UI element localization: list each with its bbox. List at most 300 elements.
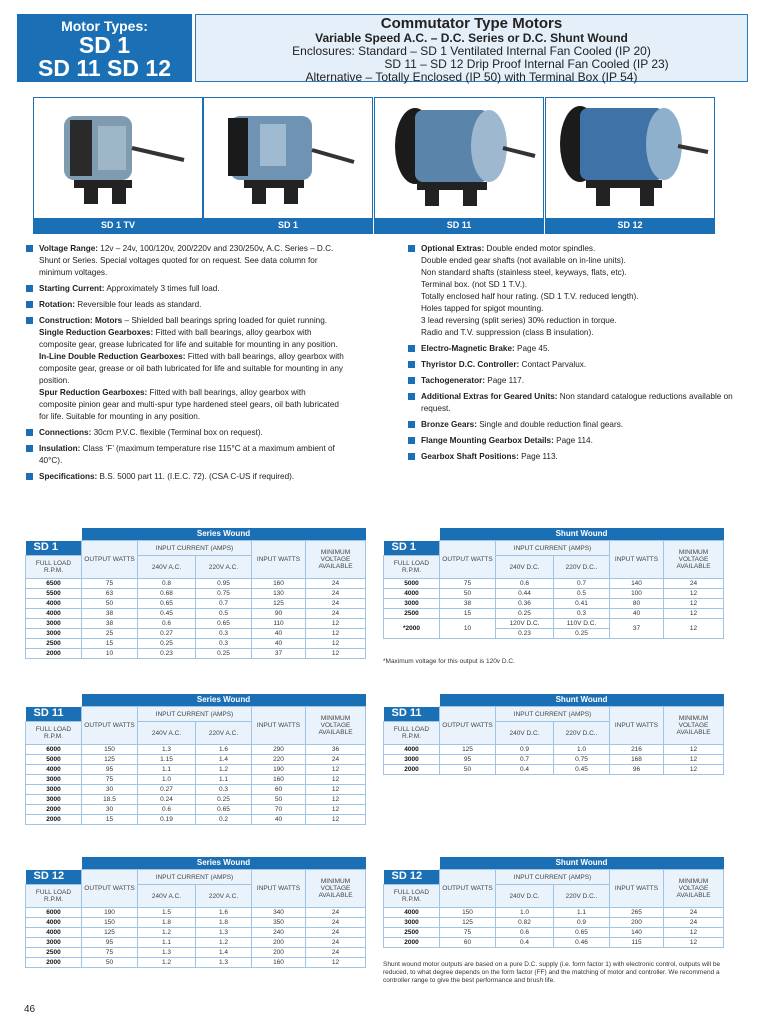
sd11-series-table <box>25 694 366 825</box>
rpm-cell: 6000 <box>26 745 82 755</box>
value-cell: 115 <box>610 938 664 948</box>
min-voltage-header: MINIMUM VOLTAGE AVAILABLE <box>306 707 366 745</box>
value-cell: 1.4 <box>196 948 252 958</box>
value-cell: 37 <box>610 619 664 639</box>
motor-image <box>34 98 202 218</box>
table-row <box>26 805 366 815</box>
value-cell: 1.2 <box>196 765 252 775</box>
value-cell: 60 <box>252 785 306 795</box>
value-cell: 125 <box>252 599 306 609</box>
value-cell: 24 <box>306 948 366 958</box>
rpm-cell: 3000 <box>26 785 82 795</box>
inline-reduction-text: In-Line Double Reduction Gearboxes: Fitted with ball bearings, alloy gearbox with composite gear, grease or oil bath lubricated for life and suitable for mounting in any position. <box>39 352 344 385</box>
rpm-cell: 2500 <box>26 948 82 958</box>
value-cell: 168 <box>610 755 664 765</box>
value-cell: 0.75 <box>554 755 610 765</box>
value-cell: 1.15 <box>138 755 196 765</box>
voltage-240-header: 240V A.C. <box>138 556 196 579</box>
photo-sd1 <box>203 97 373 234</box>
optional-line: Totally enclosed half hour rating. (SD 1 T.V. reduced length). <box>421 292 639 301</box>
value-cell: 0.4 <box>496 765 554 775</box>
value-cell: 0.46 <box>554 938 610 948</box>
model-label: SD 12 <box>26 870 82 885</box>
title-box <box>195 14 748 82</box>
input-current-header: INPUT CURRENT (AMPS) <box>138 870 252 885</box>
value-cell: 12 <box>306 795 366 805</box>
value-cell: 1.0 <box>554 745 610 755</box>
model-label: SD 12 <box>384 870 440 885</box>
table-row <box>26 755 366 765</box>
bullet-flange-mounting: Flange Mounting Gearbox Details: Page 114. <box>408 435 738 447</box>
value-cell: 12 <box>306 815 366 825</box>
value-cell: 1.3 <box>138 948 196 958</box>
value-cell: 0.45 <box>138 609 196 619</box>
left-bullet-list <box>26 243 344 487</box>
output-watts-header: OUTPUT WATTS <box>82 541 138 579</box>
value-cell: 1.0 <box>496 908 554 918</box>
value-cell: 0.65 <box>554 928 610 938</box>
table-row <box>384 755 724 765</box>
value-cell: 24 <box>306 938 366 948</box>
value-cell: 0.75 <box>196 589 252 599</box>
optional-line: Double ended gear shafts (not available on in-line units). <box>421 256 626 265</box>
value-cell: 12 <box>664 765 724 775</box>
value-cell: 75 <box>82 579 138 589</box>
sd1-series-table <box>25 528 366 659</box>
rpm-cell: 4000 <box>384 745 440 755</box>
value-cell: 0.5 <box>554 589 610 599</box>
rpm-cell: 5000 <box>26 755 82 765</box>
table-row <box>26 795 366 805</box>
bullet-square-icon <box>26 245 33 252</box>
value-cell: 1.2 <box>138 958 196 968</box>
wound-type-header: Shunt Wound <box>440 528 724 541</box>
bullet-square-icon <box>26 429 33 436</box>
value-cell: 38 <box>440 599 496 609</box>
voltage-220-header: 220V A.C. <box>196 556 252 579</box>
value-cell: 0.9 <box>554 918 610 928</box>
value-cell: 110 <box>252 619 306 629</box>
table-row <box>26 589 366 599</box>
table-row <box>384 765 724 775</box>
output-watts-header: OUTPUT WATTS <box>82 870 138 908</box>
rpm-cell: 3000 <box>26 629 82 639</box>
photo-sd1tv <box>33 97 203 234</box>
wound-type-header: Series Wound <box>82 694 366 707</box>
value-cell: 0.27 <box>138 629 196 639</box>
value-cell: 1.1 <box>138 765 196 775</box>
model-sd1-heading: SD 1 <box>78 32 131 58</box>
table-row <box>26 785 366 795</box>
value-cell: 1.5 <box>138 908 196 918</box>
voltage-220-header: 220V A.C. <box>196 722 252 745</box>
bullet-connections: Connections: 30cm P.V.C. flexible (Terminal box on request). <box>26 427 344 439</box>
enclosure-line-1: Enclosures: Standard – SD 1 Ventilated Internal Fan Cooled (IP 20) <box>292 44 651 58</box>
value-cell: 1.2 <box>138 928 196 938</box>
optional-line: Radio and T.V. suppression (class B insulation). <box>421 328 594 337</box>
input-current-header: INPUT CURRENT (AMPS) <box>138 707 252 722</box>
value-cell: 1.3 <box>138 745 196 755</box>
value-cell: 1.1 <box>554 908 610 918</box>
rpm-cell: 2000 <box>26 805 82 815</box>
bullet-insulation: Insulation: Class ‘F’ (maximum temperature rise 115°C at a maximum ambient of 40°C). <box>26 443 344 467</box>
value-cell: 190 <box>82 908 138 918</box>
rpm-cell: 2500 <box>384 928 440 938</box>
model-label: SD 1 <box>384 541 440 556</box>
bullet-additional-extras: Additional Extras for Geared Units: Non standard catalogue reductions available on request. <box>408 391 738 415</box>
value-cell: 24 <box>306 609 366 619</box>
value-cell: 0.65 <box>196 619 252 629</box>
value-cell: 0.24 <box>138 795 196 805</box>
value-cell: 0.3 <box>554 609 610 619</box>
value-cell: 240 <box>252 928 306 938</box>
value-cell: 12 <box>664 609 724 619</box>
value-cell: 95 <box>82 765 138 775</box>
value-cell: 12 <box>664 745 724 755</box>
value-cell: 0.6 <box>496 579 554 589</box>
value-cell: 160 <box>252 958 306 968</box>
input-watts-header: INPUT WATTS <box>252 541 306 579</box>
wound-type-header: Shunt Wound <box>440 694 724 707</box>
voltage-240-header: 240V D.C. <box>496 722 554 745</box>
table-row <box>26 745 366 755</box>
rpm-cell: 4000 <box>384 908 440 918</box>
table-row <box>26 599 366 609</box>
value-cell: 24 <box>306 599 366 609</box>
value-cell: 12 <box>306 765 366 775</box>
bullet-square-icon <box>26 317 33 324</box>
value-cell: 0.6 <box>496 928 554 938</box>
value-cell: 50 <box>440 765 496 775</box>
value-cell: 40 <box>252 815 306 825</box>
input-current-header: INPUT CURRENT (AMPS) <box>496 870 610 885</box>
full-load-rpm-header: FULL LOAD R.P.M. <box>384 556 440 579</box>
value-cell: 30 <box>82 805 138 815</box>
sd1-shunt-footnote: *Maximum voltage for this output is 120v D.C. <box>383 658 515 665</box>
value-cell: 80 <box>610 599 664 609</box>
table-row <box>384 599 724 609</box>
rpm-cell: 3000 <box>26 795 82 805</box>
enclosure-line-2: SD 11 – SD 12 Drip Proof Internal Fan Cooled (IP 23) <box>384 57 669 71</box>
value-cell: 100 <box>610 589 664 599</box>
value-cell: 150 <box>82 918 138 928</box>
table-row <box>26 775 366 785</box>
wound-type-header: Series Wound <box>82 857 366 870</box>
input-current-header: INPUT CURRENT (AMPS) <box>496 541 610 556</box>
bullet-rotation: Rotation: Reversible four leads as standard. <box>26 299 344 311</box>
sd11-shunt-table <box>383 694 724 775</box>
value-cell: 220 <box>252 755 306 765</box>
bullet-square-icon <box>408 361 415 368</box>
rpm-cell: 2000 <box>384 938 440 948</box>
value-cell: 0.25 <box>196 795 252 805</box>
value-cell: 0.36 <box>496 599 554 609</box>
shunt-wound-note: Shunt wound motor outputs are based on a pure D.C. supply (i.e. form factor 1) with electronic control, outputs will be reduced, to what degree depends on the form factor (FF) and the matching of motor and controller. We recommend a controller range to give the best performance and brush life. <box>383 961 721 984</box>
model-label: SD 11 <box>26 707 82 722</box>
motor-image <box>375 98 543 218</box>
value-cell: 75 <box>440 579 496 589</box>
table-row-special <box>384 619 724 629</box>
bullet-starting: Starting Current: Approximately 3 times full load. <box>26 283 344 295</box>
bullet-square-icon <box>408 345 415 352</box>
value-cell: 340 <box>252 908 306 918</box>
value-cell: 0.4 <box>496 938 554 948</box>
value-cell: 12 <box>306 958 366 968</box>
full-load-rpm-header: FULL LOAD R.P.M. <box>26 722 82 745</box>
value-cell: 0.6 <box>138 805 196 815</box>
value-cell: 12 <box>306 639 366 649</box>
value-cell: 1.6 <box>196 745 252 755</box>
rpm-cell: *2000 <box>384 619 440 639</box>
full-load-rpm-header: FULL LOAD R.P.M. <box>384 722 440 745</box>
value-cell: 0.25 <box>554 629 610 639</box>
rpm-cell: 5000 <box>384 579 440 589</box>
voltage-220-header: 220V A.C. <box>196 885 252 908</box>
value-cell: 95 <box>82 938 138 948</box>
value-cell: 1.1 <box>138 938 196 948</box>
optional-line: 3 lead reversing (split series) 30% reduction in torque. <box>421 316 617 325</box>
table-row <box>26 928 366 938</box>
value-cell: 1.0 <box>138 775 196 785</box>
value-cell: 70 <box>252 805 306 815</box>
voltage-220-header: 220V D.C.. <box>554 885 610 908</box>
value-cell: 37 <box>252 649 306 659</box>
bullet-square-icon <box>408 245 415 252</box>
wound-type-header: Series Wound <box>82 528 366 541</box>
value-cell: 24 <box>664 579 724 589</box>
table-row <box>26 918 366 928</box>
bullet-construction: Construction: Motors – Shielded ball bearings spring loaded for quiet running. Single Reduction Gearboxes: Fitted with ball bearings, alloy gearbox with composite gear, grease lubricated for life and suitable for mounting in any position. In-Line Double Reduction Gearboxes: Fitted with ball bearings, alloy gearbox with composite gear, grease or oil bath lubricated for life and suitable for mounting in any position. Spur Reduction Gearboxes: Fitted with ball bearings, alloy gearbox with composite pinion gear and multi-spur type hardened steel gears, oil bath lubricated for life. Suitable for mounting in any position. <box>26 315 344 423</box>
value-cell: 12 <box>664 599 724 609</box>
value-cell: 38 <box>82 609 138 619</box>
value-cell: 125 <box>440 918 496 928</box>
value-cell: 75 <box>82 775 138 785</box>
value-cell: 12 <box>664 619 724 639</box>
optional-line: Terminal box. (not SD 1 T.V.). <box>421 280 528 289</box>
value-cell: 40 <box>252 629 306 639</box>
model-label: SD 1 <box>26 541 82 556</box>
value-cell: 12 <box>664 589 724 599</box>
value-cell: 0.23 <box>138 649 196 659</box>
value-cell: 0.65 <box>138 599 196 609</box>
value-cell: 1.1 <box>196 775 252 785</box>
value-cell: 1.3 <box>196 928 252 938</box>
rpm-cell: 4000 <box>26 609 82 619</box>
value-cell: 200 <box>252 948 306 958</box>
value-cell: 40 <box>610 609 664 619</box>
value-cell: 0.3 <box>196 785 252 795</box>
value-cell: 0.6 <box>138 619 196 629</box>
rpm-cell: 4000 <box>26 765 82 775</box>
table-row <box>26 639 366 649</box>
rpm-cell: 5500 <box>26 589 82 599</box>
optional-line: Non standard shafts (stainless steel, keyways, flats, etc). <box>421 268 627 277</box>
bullet-optional-extras: Optional Extras: Double ended motor spindles. Double ended gear shafts (not available on in-line units). Non standard shafts (stainless steel, keyways, flats, etc). Terminal box. (not SD 1 T.V.). Totally enclosed half hour rating. (SD 1 T.V. reduced length). Holes tapped for spigot mounting. 3 lead reversing (split series) 30% reduction in torque. Radio and T.V. suppression (class B insulation). <box>408 243 738 339</box>
value-cell: 265 <box>610 908 664 918</box>
input-watts-header: INPUT WATTS <box>610 707 664 745</box>
value-cell: 0.95 <box>196 579 252 589</box>
table-row <box>384 579 724 589</box>
rpm-cell: 4000 <box>384 589 440 599</box>
input-current-header: INPUT CURRENT (AMPS) <box>496 707 610 722</box>
photo-caption: SD 1 <box>204 218 372 233</box>
value-cell: 0.27 <box>138 785 196 795</box>
value-cell: 200 <box>610 918 664 928</box>
bullet-square-icon <box>408 393 415 400</box>
voltage-240-header: 240V D.C. <box>496 556 554 579</box>
wound-type-header: Shunt Wound <box>440 857 724 870</box>
value-cell: 160 <box>252 579 306 589</box>
value-cell: 25 <box>82 629 138 639</box>
photo-caption: SD 12 <box>546 218 714 233</box>
single-reduction-text: Single Reduction Gearboxes: Fitted with ball bearings, alloy gearbox with composite gear, grease lubricated for life and suitable for mounting in any position. <box>39 328 338 349</box>
value-cell: 140 <box>610 928 664 938</box>
value-cell: 24 <box>664 908 724 918</box>
table-row <box>26 649 366 659</box>
value-cell: 63 <box>82 589 138 599</box>
value-cell: 0.2 <box>196 815 252 825</box>
value-cell: 1.4 <box>196 755 252 765</box>
value-cell: 18.5 <box>82 795 138 805</box>
table-row <box>384 589 724 599</box>
value-cell: 0.82 <box>496 918 554 928</box>
value-cell: 0.5 <box>196 609 252 619</box>
min-voltage-header: MINIMUM VOLTAGE AVAILABLE <box>664 541 724 579</box>
photo-caption: SD 1 TV <box>34 218 202 233</box>
value-cell: 12 <box>664 755 724 765</box>
rpm-cell: 3000 <box>384 599 440 609</box>
voltage-240-header: 240V D.C. <box>496 885 554 908</box>
sd1-shunt-table <box>383 528 724 639</box>
value-cell: 15 <box>82 815 138 825</box>
motor-image <box>204 98 372 218</box>
table-row <box>26 629 366 639</box>
rpm-cell: 4000 <box>26 599 82 609</box>
input-watts-header: INPUT WATTS <box>610 870 664 908</box>
value-cell: 125 <box>440 745 496 755</box>
bullet-square-icon <box>26 301 33 308</box>
input-watts-header: INPUT WATTS <box>252 870 306 908</box>
full-load-rpm-header: FULL LOAD R.P.M. <box>26 885 82 908</box>
value-cell: 50 <box>252 795 306 805</box>
bullet-specifications: Specifications: B.S. 5000 part 11. (I.E.C. 72). (CSA C-US if required). <box>26 471 344 483</box>
value-cell: 216 <box>610 745 664 755</box>
value-cell: 1.6 <box>196 908 252 918</box>
value-cell: 60 <box>440 938 496 948</box>
value-cell: 0.41 <box>554 599 610 609</box>
rpm-cell: 4000 <box>26 928 82 938</box>
value-cell: 24 <box>306 918 366 928</box>
input-watts-header: INPUT WATTS <box>610 541 664 579</box>
output-watts-header: OUTPUT WATTS <box>82 707 138 745</box>
value-cell: 12 <box>306 619 366 629</box>
sd12-series-table <box>25 857 366 968</box>
value-cell: 15 <box>82 639 138 649</box>
value-cell: 12 <box>664 928 724 938</box>
value-cell: 130 <box>252 589 306 599</box>
model-sd11-sd12-heading: SD 11 SD 12 <box>38 55 171 81</box>
bullet-square-icon <box>26 285 33 292</box>
bullet-thyristor: Thyristor D.C. Controller: Contact Parvalux. <box>408 359 738 371</box>
value-cell: 0.7 <box>496 755 554 765</box>
bullet-bronze-gears: Bronze Gears: Single and double reduction final gears. <box>408 419 738 431</box>
value-cell: 40 <box>252 639 306 649</box>
value-cell: 96 <box>610 765 664 775</box>
table-row <box>384 908 724 918</box>
value-cell: 30 <box>82 785 138 795</box>
table-row <box>26 908 366 918</box>
sd12-shunt-table <box>383 857 724 948</box>
bullet-shaft-positions: Gearbox Shaft Positions: Page 113. <box>408 451 738 463</box>
optional-line: Holes tapped for spigot mounting. <box>421 304 544 313</box>
table-row <box>384 745 724 755</box>
value-cell: 24 <box>306 755 366 765</box>
value-cell: 0.8 <box>138 579 196 589</box>
bullet-square-icon <box>408 377 415 384</box>
page-number: 46 <box>24 1004 36 1015</box>
value-cell: 1.2 <box>196 938 252 948</box>
value-cell: 24 <box>306 908 366 918</box>
right-bullet-list <box>408 243 738 467</box>
value-cell: 200 <box>252 938 306 948</box>
min-voltage-header: MINIMUM VOLTAGE AVAILABLE <box>664 707 724 745</box>
value-cell: 125 <box>82 755 138 765</box>
table-row <box>26 619 366 629</box>
rpm-cell: 2000 <box>26 649 82 659</box>
rpm-cell: 2500 <box>26 639 82 649</box>
table-row <box>384 609 724 619</box>
value-cell: 0.44 <box>496 589 554 599</box>
value-cell: 140 <box>610 579 664 589</box>
voltage-220-header: 220V D.C.. <box>554 556 610 579</box>
value-cell: 120V D.C. <box>496 619 554 629</box>
value-cell: 12 <box>306 775 366 785</box>
min-voltage-header: MINIMUM VOLTAGE AVAILABLE <box>306 870 366 908</box>
table-row <box>26 765 366 775</box>
value-cell: 0.23 <box>496 629 554 639</box>
rpm-cell: 3000 <box>384 755 440 765</box>
value-cell: 1.8 <box>196 918 252 928</box>
voltage-220-header: 220V D.C.. <box>554 722 610 745</box>
value-cell: 150 <box>440 908 496 918</box>
value-cell: 10 <box>82 649 138 659</box>
table-row <box>26 609 366 619</box>
output-watts-header: OUTPUT WATTS <box>440 870 496 908</box>
value-cell: 0.65 <box>196 805 252 815</box>
value-cell: 0.45 <box>554 765 610 775</box>
value-cell: 12 <box>306 649 366 659</box>
table-row <box>26 938 366 948</box>
voltage-240-header: 240V A.C. <box>138 885 196 908</box>
value-cell: 12 <box>306 805 366 815</box>
bullet-square-icon <box>26 445 33 452</box>
table-row <box>384 938 724 948</box>
value-cell: 1.8 <box>138 918 196 928</box>
value-cell: 0.7 <box>554 579 610 589</box>
value-cell: 0.25 <box>138 639 196 649</box>
input-current-header: INPUT CURRENT (AMPS) <box>138 541 252 556</box>
value-cell: 12 <box>306 785 366 795</box>
rpm-cell: 3000 <box>26 619 82 629</box>
value-cell: 0.7 <box>196 599 252 609</box>
rpm-cell: 6000 <box>26 908 82 918</box>
value-cell: 10 <box>440 619 496 639</box>
full-load-rpm-header: FULL LOAD R.P.M. <box>384 885 440 908</box>
table-row <box>384 928 724 938</box>
spur-reduction-text: Spur Reduction Gearboxes: Fitted with ball bearings, alloy gearbox with composite pinion gear and multi-spur type hardened steel gears, oil bath lubricated for life. Suitable for mounting in any position. <box>39 388 339 421</box>
min-voltage-header: MINIMUM VOLTAGE AVAILABLE <box>306 541 366 579</box>
table-row <box>26 948 366 958</box>
